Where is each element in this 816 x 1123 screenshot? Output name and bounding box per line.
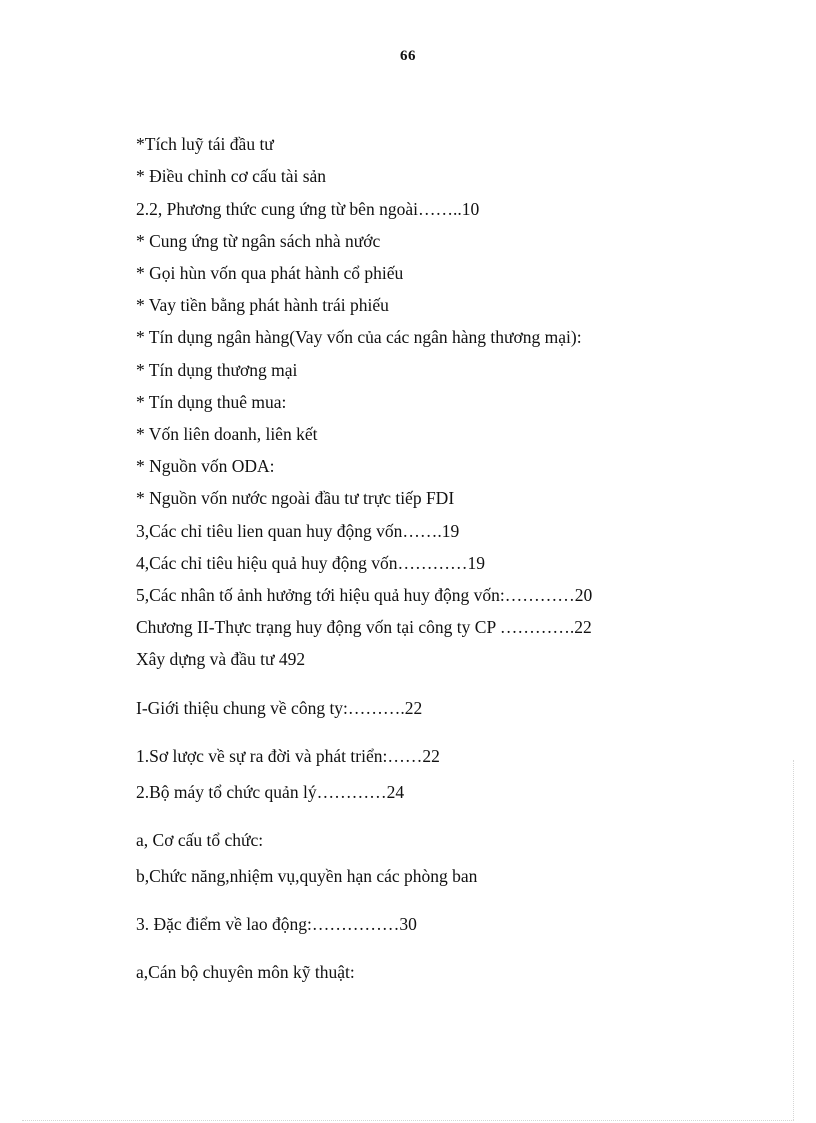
toc-line: * Gọi hùn vốn qua phát hành cổ phiếu [136,263,404,283]
toc-line: 5,Các nhân tố ảnh hưởng tới hiệu quả huy động vốn:…………20 [136,585,593,605]
toc-line: 3. Đặc điểm về lao động:……………30 [136,914,417,934]
toc-line: 2.2, Phương thức cung ứng từ bên ngoài……..10 [136,199,480,219]
toc-line: 1.Sơ lược về sự ra đời và phát triển:……22 [136,746,440,766]
toc-line: * Nguồn vốn nước ngoài đầu tư trực tiếp FDI [136,488,455,508]
toc-line: 4,Các chỉ tiêu hiệu quả huy động vốn…………19 [136,553,485,573]
toc-line: a,Cán bộ chuyên môn kỹ thuật: [136,962,355,982]
toc-line: Xây dựng và đầu tư 492 [136,649,306,669]
toc-line: a, Cơ cấu tổ chức: [136,830,264,850]
toc-line: * Nguồn vốn ODA: [136,456,275,476]
toc-line: * Tín dụng ngân hàng(Vay vốn của các ngân hàng thương mại): [136,327,582,347]
toc-line: * Tín dụng thuê mua: [136,392,287,412]
page-border-right [793,760,794,1120]
toc-line: 2.Bộ máy tổ chức quản lý…………24 [136,782,405,802]
toc-line: * Điều chỉnh cơ cấu tài sản [136,166,327,186]
toc-line: * Tín dụng thương mại [136,360,298,380]
toc-line: * Vốn liên doanh, liên kết [136,424,318,444]
toc-line: 3,Các chỉ tiêu lien quan huy động vốn…….19 [136,521,460,541]
toc-line: b,Chức năng,nhiệm vụ,quyền hạn các phòng ban [136,866,478,886]
toc-line: *Tích luỹ tái đầu tư [136,134,274,154]
page-border-bottom [22,1120,794,1121]
toc-line: * Vay tiền bằng phát hành trái phiếu [136,295,389,315]
page-number: 66 [400,48,416,64]
toc-line: Chương II-Thực trạng huy động vốn tại công ty CP ………….22 [136,617,592,637]
toc-line: I-Giới thiệu chung về công ty:……….22 [136,698,423,718]
toc-line: * Cung ứng từ ngân sách nhà nước [136,231,381,251]
